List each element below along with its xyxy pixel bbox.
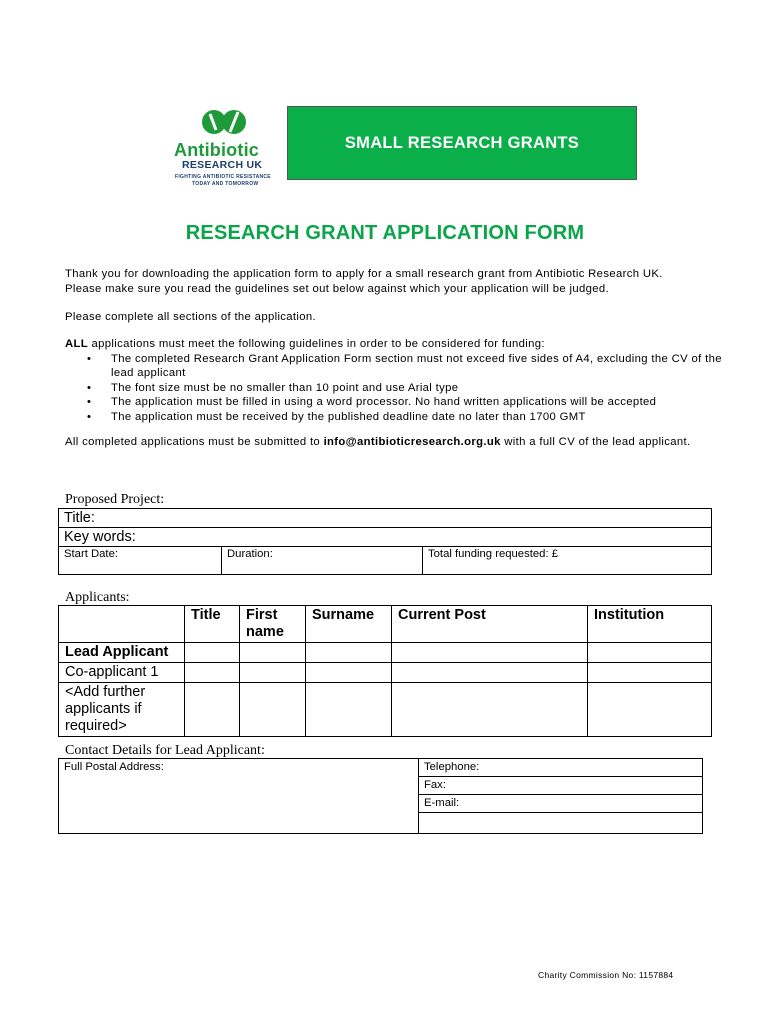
funding-field[interactable]: Total funding requested: £ <box>423 547 712 575</box>
title-field[interactable]: Title: <box>59 509 712 528</box>
guideline-item: • The application must be received by the published deadline date no later than 1700 GMT <box>65 410 725 425</box>
guidelines-lead-rest: applications must meet the following guidelines in order to be considered for funding: <box>88 338 545 350</box>
column-header-current-post: Current Post <box>392 606 588 643</box>
intro-line-1: Thank you for downloading the application form to apply for a small research grant from Antibiotic Research UK. <box>65 268 663 280</box>
guidelines-block <box>65 337 725 424</box>
grants-banner <box>287 106 637 180</box>
proposed-project-heading: Proposed Project: <box>65 492 165 507</box>
logo-tagline-1: FIGHTING ANTIBIOTIC RESISTANCE <box>175 174 271 180</box>
submission-email-link[interactable]: info@antibioticresearch.org.uk <box>323 436 501 448</box>
logo-name: Antibiotic <box>174 140 259 160</box>
row-label-lead-applicant: Lead Applicant <box>59 643 185 663</box>
row-label-co-applicant: Co-applicant 1 <box>59 663 185 683</box>
logo-sub: RESEARCH UK <box>182 159 263 171</box>
row-label-further-applicants: <Add further applicants if required> <box>59 683 185 737</box>
banner-text: SMALL RESEARCH GRANTS <box>344 133 580 152</box>
submission-after: with a full CV of the lead applicant. <box>500 436 691 448</box>
guideline-item: • The font size must be no smaller than 10 point and use Arial type <box>65 381 725 396</box>
table-cell[interactable] <box>588 643 712 663</box>
column-header-title: Title <box>185 606 240 643</box>
contact-blank-cell[interactable] <box>419 813 703 834</box>
logo-tagline-2: TODAY AND TOMORROW <box>192 181 259 187</box>
column-header-institution: Institution <box>588 606 712 643</box>
contact-table <box>58 758 703 834</box>
guideline-item: • The completed Research Grant Application Form section must not exceed five sides of A4, excluding the CV of the lead applicant <box>65 352 725 381</box>
table-cell[interactable] <box>240 663 306 683</box>
table-cell[interactable] <box>306 643 392 663</box>
charity-number: Charity Commission No: 1157884 <box>538 970 674 980</box>
table-cell[interactable] <box>588 663 712 683</box>
table-cell[interactable] <box>392 683 588 737</box>
table-cell[interactable] <box>240 683 306 737</box>
submission-before: All completed applications must be submitted to <box>65 436 324 448</box>
applicants-heading: Applicants: <box>65 590 130 605</box>
table-cell[interactable] <box>185 643 240 663</box>
proposed-project-table <box>58 508 712 575</box>
table-cell[interactable] <box>392 643 588 663</box>
email-field[interactable]: E-mail: <box>419 795 703 813</box>
intro-text <box>65 267 663 296</box>
applicants-corner-cell <box>59 606 185 643</box>
contact-heading: Contact Details for Lead Applicant: <box>65 743 265 758</box>
table-cell[interactable] <box>306 663 392 683</box>
guidelines-lead-bold: ALL <box>65 338 89 350</box>
intro-line-2: Please make sure you read the guidelines set out below against which your application will be judged. <box>65 282 610 295</box>
fax-field[interactable]: Fax: <box>419 777 703 795</box>
guideline-item: • The application must be filled in using a word processor. No hand written applications will be accepted <box>65 395 725 410</box>
table-cell[interactable] <box>588 683 712 737</box>
duration-field[interactable]: Duration: <box>222 547 423 575</box>
table-cell[interactable] <box>306 683 392 737</box>
postal-address-field[interactable]: Full Postal Address: <box>59 759 419 834</box>
telephone-field[interactable]: Telephone: <box>419 759 703 777</box>
keywords-field[interactable]: Key words: <box>59 528 712 547</box>
guidelines-list <box>65 352 725 425</box>
page-title: RESEARCH GRANT APPLICATION FORM <box>185 222 585 244</box>
intro-line-3: Please complete all sections of the application. <box>65 311 317 323</box>
table-cell[interactable] <box>392 663 588 683</box>
column-header-surname: Surname <box>306 606 392 643</box>
table-cell[interactable] <box>185 683 240 737</box>
applicants-table <box>58 605 712 737</box>
submission-text <box>65 435 695 450</box>
table-cell[interactable] <box>185 663 240 683</box>
table-cell[interactable] <box>240 643 306 663</box>
column-header-first-name: First name <box>240 606 306 643</box>
start-date-field[interactable]: Start Date: <box>59 547 222 575</box>
guidelines-lead <box>65 337 725 352</box>
